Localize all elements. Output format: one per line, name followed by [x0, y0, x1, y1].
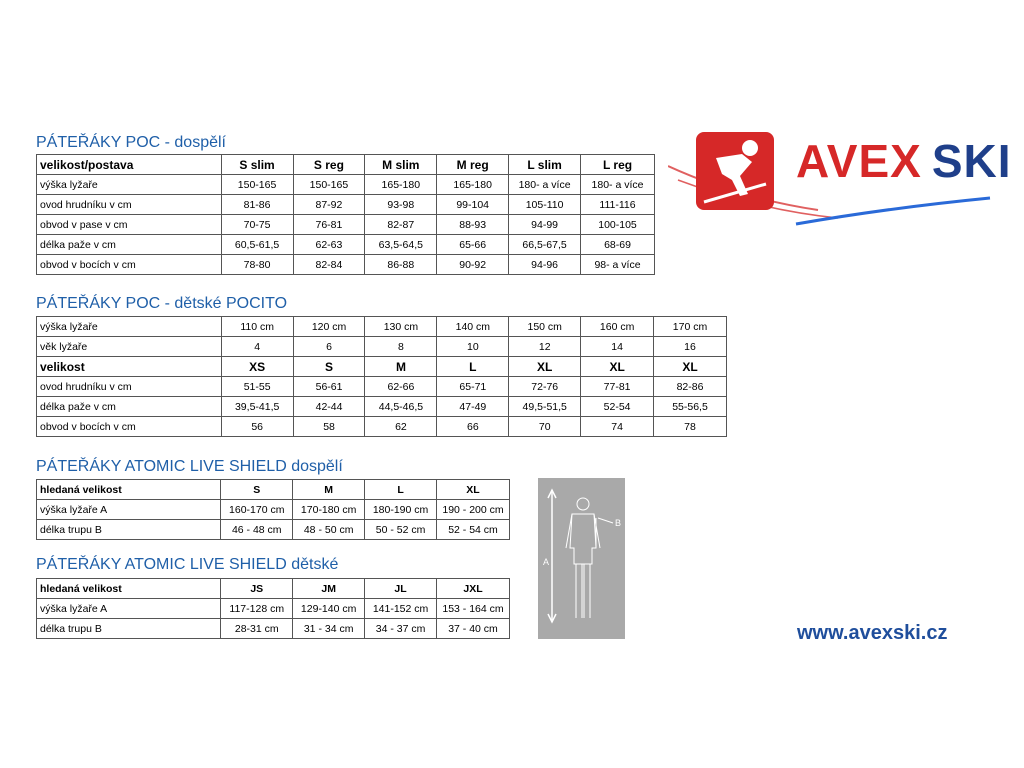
table-cell: 105-110 [509, 195, 581, 215]
table-cell: 78 [654, 417, 727, 437]
header-cell: S [221, 480, 293, 500]
header-cell: XL [437, 480, 510, 500]
table-cell: 62-63 [293, 235, 365, 255]
table-row [37, 417, 727, 437]
table-cell: 141-152 cm [365, 599, 437, 619]
table-cell: 74 [581, 417, 654, 437]
table-cell: 100-105 [581, 215, 655, 235]
header-cell: hledaná velikost [37, 480, 221, 500]
header-cell: velikost/postava [37, 155, 222, 175]
header-cell: M [293, 480, 365, 500]
row-label: délka paže v cm [37, 397, 222, 417]
table-cell: 49,5-51,5 [509, 397, 581, 417]
table-cell: 31 - 34 cm [293, 619, 365, 639]
table-cell: 65-66 [437, 235, 509, 255]
size-table-poc-kids [36, 316, 727, 437]
table-cell: 6 [293, 337, 365, 357]
table-row [37, 235, 655, 255]
table-cell: 160 cm [581, 317, 654, 337]
table-cell: 28-31 cm [221, 619, 293, 639]
table-cell: 62-66 [365, 377, 437, 397]
table-cell: 129-140 cm [293, 599, 365, 619]
header-cell: JM [293, 579, 365, 599]
table-header-row [37, 480, 510, 500]
table-cell: 62 [365, 417, 437, 437]
row-label: délka paže v cm [37, 235, 222, 255]
row-label: věk lyžaře [37, 337, 222, 357]
header-cell: M reg [437, 155, 509, 175]
size-table-poc-adult [36, 154, 655, 275]
skier-icon [696, 132, 774, 210]
row-label: obvod v pase v cm [37, 215, 222, 235]
table-cell: 170-180 cm [293, 500, 365, 520]
table-header-row [37, 155, 655, 175]
table-cell: 117-128 cm [221, 599, 293, 619]
table-cell: 37 - 40 cm [437, 619, 510, 639]
table-cell: 86-88 [365, 255, 437, 275]
row-label: délka trupu B [37, 520, 221, 540]
table-cell: 110 cm [221, 317, 293, 337]
table-row [37, 215, 655, 235]
table-cell: 165-180 [437, 175, 509, 195]
label-b: B [615, 518, 622, 528]
table-cell: 66,5-67,5 [509, 235, 581, 255]
table-cell: 14 [581, 337, 654, 357]
table-cell: 42-44 [293, 397, 365, 417]
table-cell: 170 cm [654, 317, 727, 337]
table-cell: 150-165 [221, 175, 293, 195]
table-cell: 50 - 52 cm [365, 520, 437, 540]
table-cell: 72-76 [509, 377, 581, 397]
table-cell: M [365, 357, 437, 377]
table-cell: 39,5-41,5 [221, 397, 293, 417]
header-cell: M slim [365, 155, 437, 175]
table-cell: XL [654, 357, 727, 377]
table-cell: 65-71 [437, 377, 509, 397]
table-cell: 98- a více [581, 255, 655, 275]
label-a: A [543, 557, 550, 567]
table-cell: 150 cm [509, 317, 581, 337]
logo-text-ski: SKI [931, 135, 1012, 187]
table-cell: 60,5-61,5 [221, 235, 293, 255]
table-cell: 90-92 [437, 255, 509, 275]
table-cell: 66 [437, 417, 509, 437]
table-cell: 82-84 [293, 255, 365, 275]
table-cell: 88-93 [437, 215, 509, 235]
table-cell: 8 [365, 337, 437, 357]
header-cell: S slim [221, 155, 293, 175]
row-label: výška lyžaře A [37, 500, 221, 520]
table-cell: L [437, 357, 509, 377]
row-label: velikost [37, 357, 222, 377]
table-row [37, 337, 727, 357]
logo-text-avex: AVEX [796, 135, 922, 187]
table-cell: 180- a více [581, 175, 655, 195]
table-cell: 70 [509, 417, 581, 437]
table-cell: 82-87 [365, 215, 437, 235]
table-cell: 99-104 [437, 195, 509, 215]
table-row [37, 377, 727, 397]
table-cell: 82-86 [654, 377, 727, 397]
table-cell: 120 cm [293, 317, 365, 337]
row-label: výška lyžaře A [37, 599, 221, 619]
row-label: ovod hrudníku v cm [37, 195, 222, 215]
header-cell: S reg [293, 155, 365, 175]
table-cell: 153 - 164 cm [437, 599, 510, 619]
skier-icon-box [696, 132, 774, 210]
table-cell: 34 - 37 cm [365, 619, 437, 639]
table-row [37, 397, 727, 417]
table-cell: 111-116 [581, 195, 655, 215]
header-cell: L reg [581, 155, 655, 175]
table-header-row [37, 579, 510, 599]
table-row [37, 317, 727, 337]
header-cell: JL [365, 579, 437, 599]
table-cell: 150-165 [293, 175, 365, 195]
table-cell: 180-190 cm [365, 500, 437, 520]
table-cell: 94-99 [509, 215, 581, 235]
table-cell: 46 - 48 cm [221, 520, 293, 540]
row-label: délka trupu B [37, 619, 221, 639]
row-label: obvod v bocích v cm [37, 255, 222, 275]
table-cell: XL [581, 357, 654, 377]
table-row [37, 520, 510, 540]
table-cell: 70-75 [221, 215, 293, 235]
table-cell: 160-170 cm [221, 500, 293, 520]
table-cell: 52-54 [581, 397, 654, 417]
table-row [37, 357, 727, 377]
table-cell: 4 [221, 337, 293, 357]
table-cell: 16 [654, 337, 727, 357]
table-cell: 68-69 [581, 235, 655, 255]
table-cell: 56 [221, 417, 293, 437]
table-row [37, 255, 655, 275]
table-row [37, 500, 510, 520]
header-cell: JS [221, 579, 293, 599]
table-cell: 93-98 [365, 195, 437, 215]
body-measurement-icon [538, 478, 625, 639]
table-cell: 87-92 [293, 195, 365, 215]
table-cell: 51-55 [221, 377, 293, 397]
table-cell: 76-81 [293, 215, 365, 235]
table-cell: 78-80 [221, 255, 293, 275]
table-cell: 130 cm [365, 317, 437, 337]
row-label: ovod hrudníku v cm [37, 377, 222, 397]
table-cell: 44,5-46,5 [365, 397, 437, 417]
table-row [37, 195, 655, 215]
size-table-atomic-adult [36, 479, 510, 540]
table-cell: 47-49 [437, 397, 509, 417]
size-table-atomic-kids [36, 578, 510, 639]
section-title-poc-adult: PÁTEŘÁKY POC - dospělí [36, 134, 226, 151]
avexski-logo [668, 128, 1012, 220]
website-url[interactable]: www.avexski.cz [797, 622, 948, 644]
header-cell: L [365, 480, 437, 500]
table-row [37, 175, 655, 195]
table-cell: 180- a více [509, 175, 581, 195]
table-cell: 94-96 [509, 255, 581, 275]
table-cell: 48 - 50 cm [293, 520, 365, 540]
table-cell: 12 [509, 337, 581, 357]
table-cell: 190 - 200 cm [437, 500, 510, 520]
section-title-atomic-kids: PÁTEŘÁKY ATOMIC LIVE SHIELD dětské [36, 556, 339, 573]
table-cell: 10 [437, 337, 509, 357]
table-cell: S [293, 357, 365, 377]
header-cell: hledaná velikost [37, 579, 221, 599]
table-cell: XS [221, 357, 293, 377]
measurement-figure [538, 478, 625, 639]
table-cell: 55-56,5 [654, 397, 727, 417]
table-cell: 63,5-64,5 [365, 235, 437, 255]
table-cell: 58 [293, 417, 365, 437]
table-cell: 165-180 [365, 175, 437, 195]
logo-wordmark [796, 134, 1012, 188]
row-label: obvod v bocích v cm [37, 417, 222, 437]
table-cell: 77-81 [581, 377, 654, 397]
row-label: výška lyžaře [37, 317, 222, 337]
row-label: výška lyžaře [37, 175, 222, 195]
table-cell: 56-61 [293, 377, 365, 397]
table-cell: 81-86 [221, 195, 293, 215]
table-cell: 140 cm [437, 317, 509, 337]
section-title-poc-kids: PÁTEŘÁKY POC - dětské POCITO [36, 295, 288, 312]
table-cell: 52 - 54 cm [437, 520, 510, 540]
section-title-atomic-adult: PÁTEŘÁKY ATOMIC LIVE SHIELD dospělí [36, 458, 343, 475]
header-cell: JXL [437, 579, 510, 599]
table-row [37, 599, 510, 619]
table-cell: XL [509, 357, 581, 377]
header-cell: L slim [509, 155, 581, 175]
table-row [37, 619, 510, 639]
